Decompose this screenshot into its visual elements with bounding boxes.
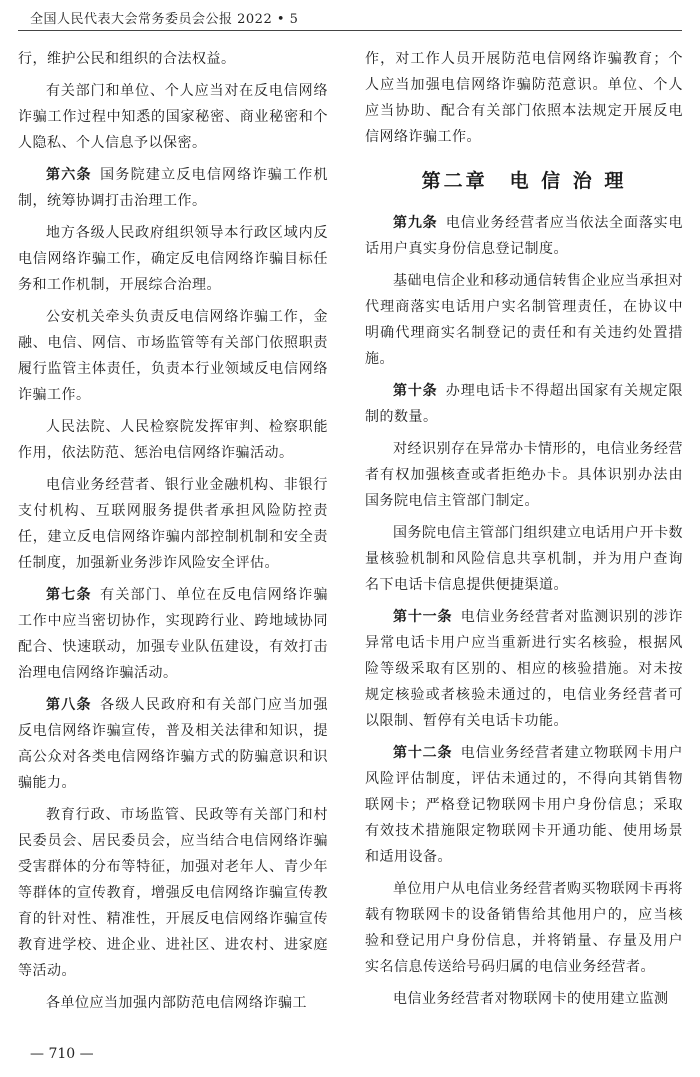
paragraph-text: 教育行政、市场监管、民政等有关部门和村民委员会、居民委员会，应当结合电信网络诈骗受害群体的分布等特征，加强对老年人、青少年等群体的宣传教育，增强反电信网络诈骗宣传教育的针对性、精准性，开展反电信网络诈骗宣传教育进学校、进企业、进社区、进农村、进家庭等活动。: [18, 807, 328, 979]
paragraph-text: 各单位应当加强内部防范电信网络诈骗工: [46, 995, 307, 1011]
paragraph: [365, 46, 683, 150]
paragraph: [18, 220, 328, 298]
paragraph-text: 国务院建立反电信网络诈骗工作机制，统筹协调打击治理工作。: [18, 167, 329, 209]
paragraph: [18, 304, 328, 408]
paragraph-text: 电信业务经营者对监测识别的涉诈异常电话卡用户应当重新进行实名核验，根据风险等级采取有区别的、相应的核验措施。对未按规定核验或者核验未通过的，电信业务经营者可以限制、暂停有关电话卡功能。: [365, 609, 684, 729]
paragraph: [18, 414, 328, 466]
paragraph: [365, 876, 683, 980]
paragraph-text: 基础电信企业和移动通信转售企业应当承担对代理商落实电话用户实名制管理责任，在协议中明确代理商实名制登记的责任和有关违约处置措施。: [365, 273, 683, 367]
paragraph-text: 行，维护公民和组织的合法权益。: [18, 51, 236, 67]
paragraph: [18, 472, 328, 576]
paragraph-text: 国务院电信主管部门组织建立电话用户开卡数量核验机制和风险信息共享机制，并为用户查询名下电话卡信息提供便捷渠道。: [365, 525, 683, 593]
article-number: 第六条: [46, 167, 92, 183]
header-rule: [18, 30, 682, 31]
paragraph: [365, 520, 683, 598]
paragraph-text: 办理电话卡不得超出国家有关规定限制的数量。: [365, 383, 684, 425]
paragraph-text: 公安机关牵头负责反电信网络诈骗工作，金融、电信、网信、市场监管等有关部门依照职责履行监管主体责任，负责本行业领域反电信网络诈骗工作。: [18, 309, 328, 403]
publication-header: 全国人民代表大会常务委员会公报 2022 • 5: [30, 12, 299, 27]
right-column-bottom: [365, 210, 683, 1012]
article-paragraph: [365, 740, 683, 870]
paragraph-text: 电信业务经营者对物联网卡的使用建立监测: [393, 991, 669, 1007]
paragraph-text: 人民法院、人民检察院发挥审判、检察职能作用，依法防范、惩治电信网络诈骗活动。: [18, 419, 328, 461]
paragraph-text: 电信业务经营者、银行业金融机构、非银行支付机构、互联网服务提供者承担风险防控责任，建立反电信网络诈骗内部控制机制和安全责任制度，加强新业务涉诈风险安全评估。: [18, 477, 328, 571]
article-paragraph: [365, 604, 683, 734]
right-column: [365, 46, 683, 1012]
article-paragraph: [18, 692, 328, 796]
article-number: 第十条: [393, 383, 438, 399]
paragraph: [365, 268, 683, 372]
paragraph: [365, 986, 683, 1012]
paragraph-text: 电信业务经营者应当依法全面落实电话用户真实身份信息登记制度。: [365, 215, 684, 257]
paragraph: [18, 46, 328, 72]
paragraph: [365, 436, 683, 514]
page-number: — 710 —: [30, 1046, 94, 1062]
paragraph: [18, 78, 328, 156]
paragraph-text: 各级人民政府和有关部门应当加强反电信网络诈骗宣传，普及相关法律和知识，提高公众对各类电信网络诈骗方式的防骗意识和识骗能力。: [18, 697, 329, 791]
paragraph-text: 电信业务经营者建立物联网卡用户风险评估制度，评估未通过的，不得向其销售物联网卡；严格登记物联网卡用户身份信息；采取有效技术措施限定物联网卡开通功能、使用场景和适用设备。: [365, 745, 684, 865]
article-paragraph: [18, 162, 328, 214]
article-number: 第九条: [393, 215, 438, 231]
paragraph-text: 对经识别存在异常办卡情形的，电信业务经营者有权加强核查或者拒绝办卡。具体识别办法由国务院电信主管部门制定。: [365, 441, 683, 509]
paragraph-text: 作，对工作人员开展防范电信网络诈骗教育；个人应当加强电信网络诈骗防范意识。单位、个人应当协助、配合有关部门依照本法规定开展反电信网络诈骗工作。: [365, 51, 683, 145]
article-paragraph: [365, 210, 683, 262]
article-number: 第十一条: [393, 609, 453, 625]
article-paragraph: [18, 582, 328, 686]
left-column: [18, 46, 328, 1016]
paragraph-text: 有关部门和单位、个人应当对在反电信网络诈骗工作过程中知悉的国家秘密、商业秘密和个人隐私、个人信息予以保密。: [18, 83, 328, 151]
paragraph-text: 有关部门、单位在反电信网络诈骗工作中应当密切协作，实现跨行业、跨地域协同配合、快速联动，加强专业队伍建设，有效打击治理电信网络诈骗活动。: [18, 587, 329, 681]
chapter-title: 第二章 电 信 治 理: [421, 170, 627, 192]
paragraph-text: 地方各级人民政府组织领导本行政区域内反电信网络诈骗工作，确定反电信网络诈骗目标任务和工作机制，开展综合治理。: [18, 225, 328, 293]
paragraph: [18, 990, 328, 1016]
article-number: 第八条: [46, 697, 92, 713]
article-number: 第十二条: [393, 745, 453, 761]
article-paragraph: [365, 378, 683, 430]
paragraph-text: 单位用户从电信业务经营者购买物联网卡再将载有物联网卡的设备销售给其他用户的，应当核验和登记用户身份信息，并将销量、存量及用户实名信息传送给号码归属的电信业务经营者。: [365, 881, 683, 975]
right-column-top: [365, 46, 683, 150]
paragraph: [18, 802, 328, 984]
article-number: 第七条: [46, 587, 92, 603]
